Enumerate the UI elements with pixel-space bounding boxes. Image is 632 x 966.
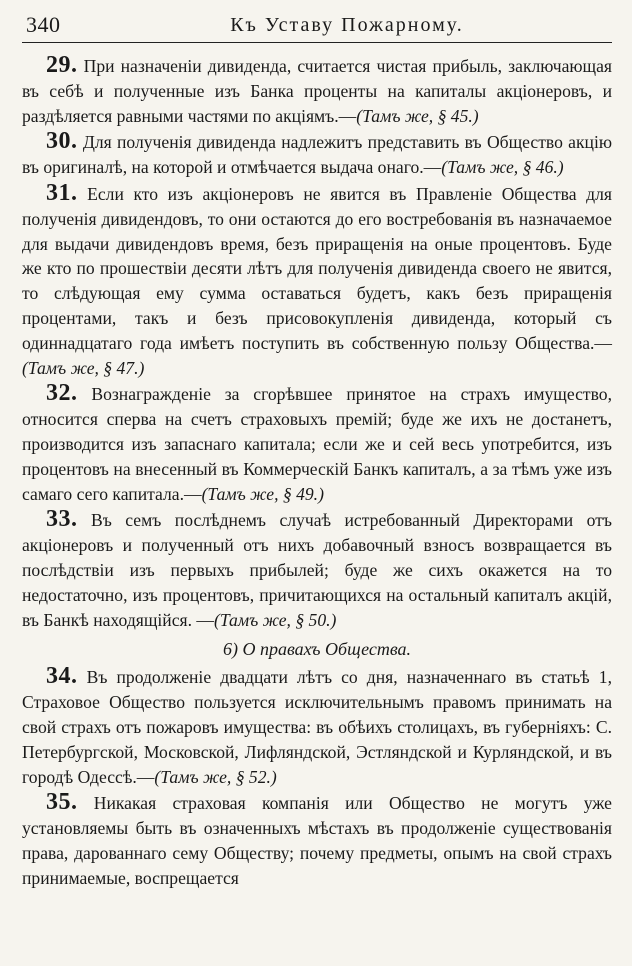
article-list — [22, 53, 612, 632]
section-heading: 6) О правахъ Общества. — [222, 639, 412, 660]
article-number: 30. — [46, 128, 78, 155]
article-number: 34. — [46, 663, 78, 690]
article-text: Если кто изъ акціонеровъ не явится въ Правленіе Общества для полученія дивидендовъ, то они остаются до его востребованія въ назначаемое для выдачи дивидендовъ время, безъ приращенія на оные процентовъ. Буде же кто по прошествіи десяти лѣтъ для полученія дивиденда своего не явится, то слѣдующая ему сумма оставаться будетъ, какъ безъ приращенія процентами, такъ и безъ присовокупленія дивиденда, который съ одиннадцатаго года имѣетъ поступить въ собственную пользу Общества.— — [22, 183, 612, 353]
source-reference: (Тамъ же, § 50.) — [214, 609, 337, 630]
article-text: Никакая страховая компанія или Общество не могутъ уже установляемы быть въ означенныхъ мѣстахъ въ продолженіе существованія права, дарованнаго сему Обществу; почему предметы, опымъ на свой страхъ принимаемые, воспрещается — [22, 793, 612, 888]
article-list-after-heading — [22, 664, 612, 890]
article-number: 35. — [46, 789, 78, 816]
article-34 — [22, 664, 612, 789]
article-text: Вознагражденіе за сгорѣвшее принятое на страхъ имущество, относится сперва на счетъ страховыхъ премій; буде же ихъ не достанетъ, производится изъ запаснаго капитала; если же и сей весь употребится, изъ процентовъ на внесенный въ Коммерческій Банкъ капиталъ, а за тѣмъ уже изъ самаго сего капитала.— — [22, 384, 612, 504]
article-text: Въ семъ послѣднемъ случаѣ истребованный Директорами отъ акціонеровъ и полученный отъ нихъ добавочный взносъ возвращается въ послѣдствіи изъ первыхъ прибылей; буде же сихъ окажется на то недостаточно, изъ процентовъ, причитающихся на остальный капиталъ акцій, въ Банкѣ находящійся. — — [22, 510, 612, 630]
article-text: При назначеніи дивиденда, считается чистая прибыль, заключающая въ себѣ и полученные изъ Банка проценты на капиталы акціонеровъ, и раздѣляется равными частями по акціямъ.— — [22, 56, 612, 126]
source-reference: (Тамъ же, § 46.) — [441, 157, 564, 178]
source-reference: (Тамъ же, § 47.) — [22, 357, 145, 378]
article-number: 31. — [46, 179, 78, 206]
page-header — [22, 12, 612, 43]
article-number: 32. — [46, 380, 78, 407]
article-text: Для полученія дивиденда надлежитъ представить въ Общество акцію въ оригиналѣ, на которой и отмѣчается выдача онаго.— — [22, 132, 612, 178]
source-reference: (Тамъ же, § 52.) — [154, 766, 277, 787]
article-text: Въ продолженіе двадцати лѣтъ со дня, назначеннаго въ статьѣ 1, Страховое Общество пользуется исключительнымъ правомъ принимать на свой страхъ отъ пожаровъ имущества: въ обѣихъ столицахъ, въ губерніяхъ: С. Петербургской, Московской, Лифляндской, Эстляндской и Курляндской, и въ городѣ Одессѣ.— — [22, 667, 612, 787]
article-number: 33. — [46, 506, 78, 533]
page-number: 340 — [26, 12, 61, 37]
source-reference: (Тамъ же, § 49.) — [201, 483, 324, 504]
article-32 — [22, 381, 612, 506]
article-33 — [22, 507, 612, 632]
article-number: 29. — [46, 52, 78, 78]
article-29 — [22, 53, 612, 128]
running-title: Къ Уставу Пожарному. — [230, 14, 464, 36]
article-30 — [22, 129, 612, 180]
article-35 — [22, 790, 612, 890]
source-reference: (Тамъ же, § 45.) — [356, 105, 479, 126]
article-31 — [22, 181, 612, 380]
